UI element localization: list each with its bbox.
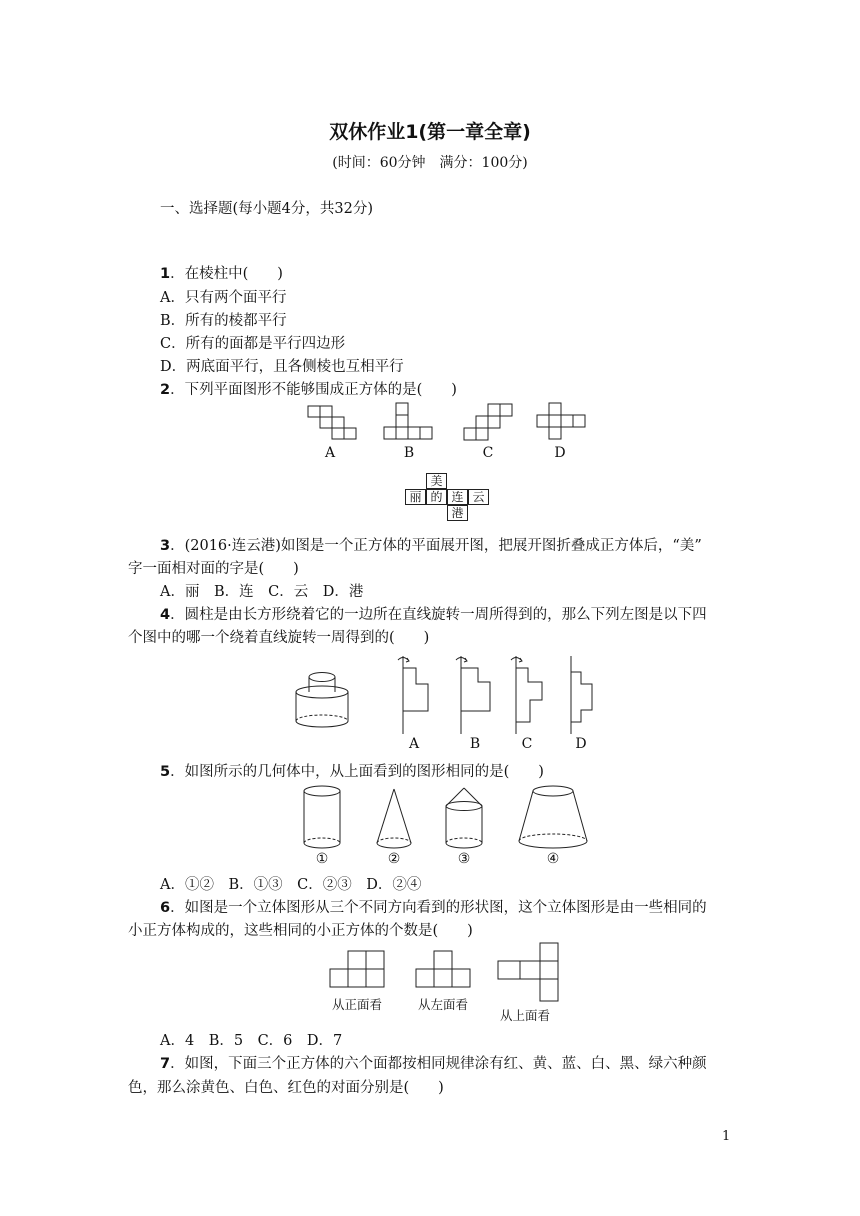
q2-number: 2 [160,382,171,398]
q5-stem-text: ．如图所示的几何体中，从上面看到的图形相同的是( ) [170,764,544,780]
q2-label-b: B [403,445,415,461]
q1-number: 1 [160,266,171,282]
q6-label-left: 从左面看 [418,997,469,1012]
q5-number: 5 [160,764,171,780]
q3-number: 3 [160,538,171,554]
q7-number: 7 [160,1056,171,1072]
q6-top-view [498,943,558,1001]
q5-label-4: ④ [546,851,560,867]
q1-stem-text: ．在棱柱中( ) [170,266,283,282]
q5-label-3: ③ [457,851,471,867]
page-title: 双休作业1(第一章全章) [329,121,531,143]
q6-stem-text-1: ．如图是一个立体图形从三个不同方向看到的形状图，这个立体图形是由一些相同的 [170,900,707,916]
q1-option-d: D．两底面平行，且各侧棱也互相平行 [160,359,404,375]
q7-stem-line2: 色，那么涂黄色、白色、红色的对面分别是( ) [128,1080,444,1096]
q2-stem-text: ．下列平面图形不能够围成正方体的是( ) [170,382,457,398]
q5-options: A．①② B．①③ C．②③ D．②④ [160,877,422,893]
net-cell-gang: 港 [447,505,468,521]
q6-label-front: 从正面看 [332,997,383,1012]
q7-stem-text-1: ．如图，下面三个正方体的六个面都按相同规律涂有红、黄、蓝、白、黑、绿六种颜 [170,1056,707,1072]
q4-number: 4 [160,607,171,623]
q4-label-a: A [408,736,420,752]
q3-options: A．丽 B．连 C．云 D．港 [160,584,364,600]
q2-label-d: D [554,445,566,461]
section-heading: 一、选择题(每小题4分，共32分) [160,201,373,217]
q4-stem-line2: 个图中的哪一个绕着直线旋转一周得到的( ) [128,630,430,646]
q6-front-view [330,951,384,987]
q1-option-a: A．只有两个面平行 [160,290,287,306]
q7-stem [160,1052,707,1073]
q6-label-top: 从上面看 [500,1008,551,1023]
page-number: 1 [722,1129,731,1144]
net-cell-de: 的 [426,489,447,505]
q1-option-b: B．所有的棱都平行 [160,313,287,329]
q6-options: A．4 B．5 C．6 D．7 [160,1033,343,1049]
q3-stem-line2: 字一面相对面的字是( ) [128,561,299,577]
q4-stem-text-1: ．圆柱是由长方形绕着它的一边所在直线旋转一周所得到的，那么下列左图是以下四 [170,607,707,623]
q2-label-c: C [482,445,494,461]
net-cell-mei: 美 [426,473,447,489]
q6-number: 6 [160,900,171,916]
q3-stem-text-1: ．(2016·连云港)如图是一个正方体的平面展开图，把展开图折叠成正方体后，“美” [170,538,702,554]
q5-label-2: ② [387,851,401,867]
q5-label-1: ① [315,851,329,867]
q2-label-a: A [324,445,336,461]
q4-label-d: D [575,736,587,752]
net-cell-yun: 云 [468,489,489,505]
net-cell-lian: 连 [447,489,468,505]
q4-label-c: C [521,736,533,752]
net-cell-li: 丽 [405,489,426,505]
page-subtitle: (时间：60分钟 满分：100分) [332,155,528,171]
q6-stem-line2: 小正方体构成的，这些相同的小正方体的个数是( ) [128,923,473,939]
q4-label-b: B [469,736,481,752]
q6-left-view [416,951,470,987]
q1-option-c: C．所有的面都是平行四边形 [160,336,346,352]
